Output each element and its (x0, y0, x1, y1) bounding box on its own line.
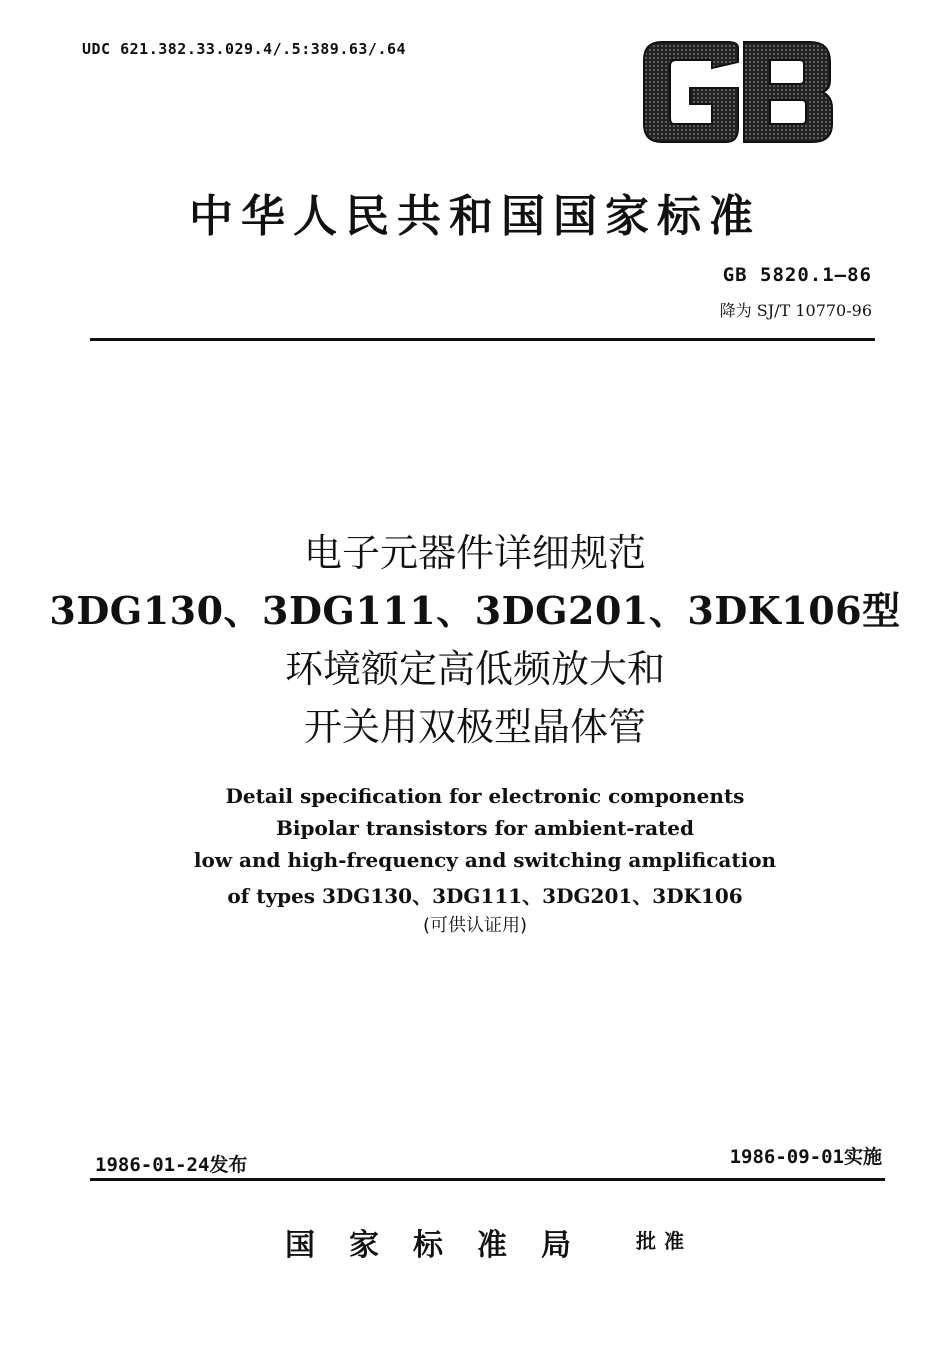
logo-letter-b (744, 42, 832, 142)
title-cn-line-3: 环境额定高低频放大和 (284, 647, 665, 691)
issue-date: 1986-01-24发布 (95, 1154, 248, 1176)
title-cn-line-2: 3DG130、3DG111、3DG201、3DK106型 (49, 588, 901, 633)
title-en-line-3: low and high-frequency and switching amplification (193, 848, 777, 872)
country-standard-title: 中华人民共和国国家标准 (189, 191, 761, 242)
certification-note: (可供认证用) (422, 915, 528, 936)
replaced-by-note: 降为 SJ/T 10770-96 (719, 301, 872, 320)
footer-divider (90, 1178, 885, 1181)
title-en-line-2: Bipolar transistors for ambient-rated (275, 816, 694, 840)
implementation-date: 1986-09-01实施 (729, 1146, 882, 1168)
gb-logo (640, 40, 835, 145)
approval-label: 批准 (636, 1229, 692, 1253)
standard-number: GB 5820.1—86 (722, 264, 872, 286)
title-cn-line-1: 电子元器件详细规范 (303, 531, 646, 575)
title-cn-line-4: 开关用双极型晶体管 (303, 705, 646, 749)
udc-code: UDC 621.382.33.029.4/.5:389.63/.64 (82, 40, 407, 58)
approving-authority: 国家标准局 (285, 1228, 605, 1263)
title-en-line-4: of types 3DG130、3DG111、3DG201、3DK106 (227, 884, 743, 908)
logo-letter-g (644, 42, 738, 142)
title-en-line-1: Detail specification for electronic components (225, 784, 745, 808)
header-divider (90, 338, 875, 341)
